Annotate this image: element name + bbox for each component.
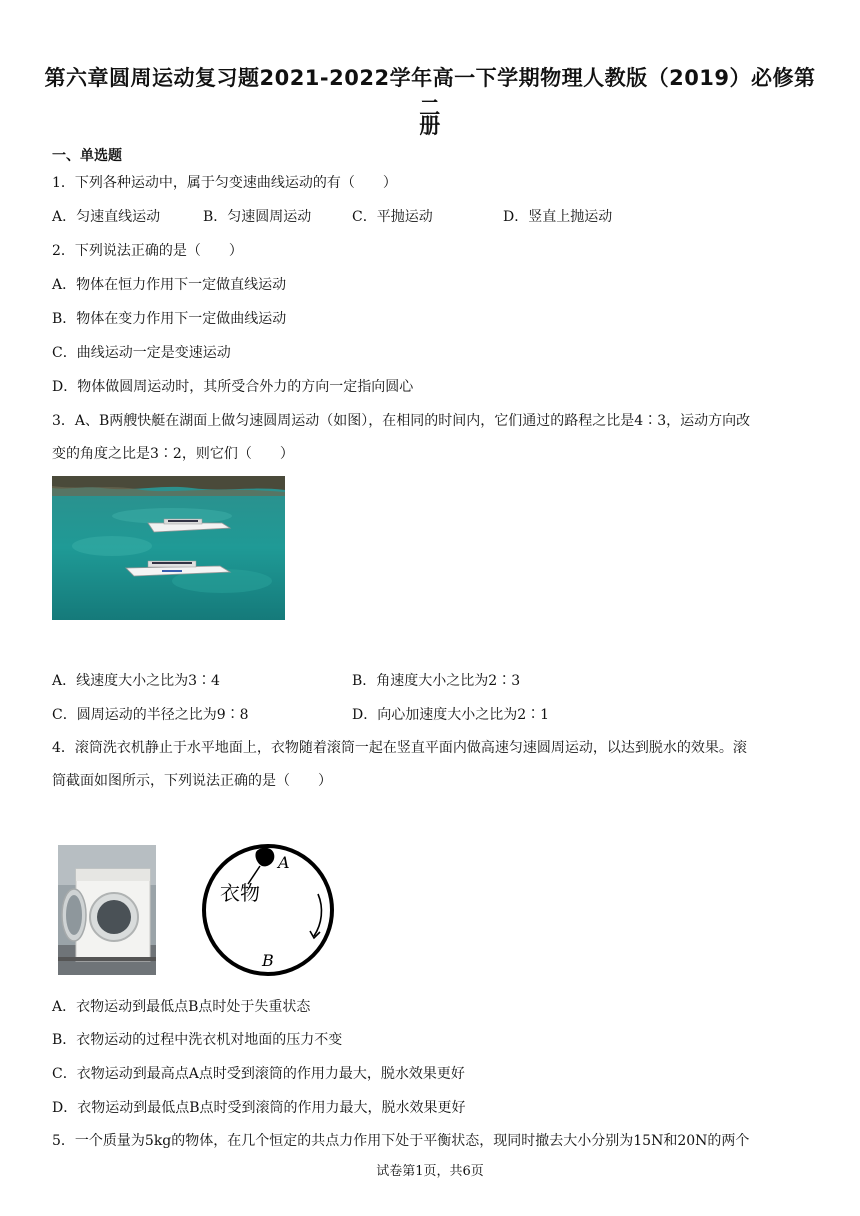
- drum-cross-section-diagram: [198, 838, 338, 978]
- q2-option-a: A．物体在恒力作用下一定做直线运动: [52, 277, 287, 293]
- exam-title-line2: 册: [419, 114, 441, 138]
- q1-option-c: C．平抛运动: [352, 209, 433, 225]
- q1-option-a: A．匀速直线运动: [52, 209, 161, 225]
- q2-option-d: D．物体做圆周运动时，其所受合外力的方向一定指向圆心: [52, 379, 414, 395]
- q4-option-b: B．衣物运动的过程中洗衣机对地面的压力不变: [52, 1032, 343, 1048]
- q3-stem-line1: 3．A、B两艘快艇在湖面上做匀速圆周运动（如图），在相同的时间内，它们通过的路程之比是4∶3，运动方向改: [52, 413, 751, 429]
- point-b-label: B: [262, 951, 274, 970]
- section-heading: 一、单选题: [52, 148, 122, 164]
- q3-option-a: A．线速度大小之比为3∶4: [52, 673, 220, 689]
- q3-stem-line2: 变的角度之比是3∶2，则它们（ ）: [52, 446, 294, 462]
- clothes-blob: [255, 848, 274, 867]
- q3-option-b: B．角速度大小之比为2∶3: [352, 673, 521, 689]
- q2-stem: 2．下列说法正确的是（ ）: [52, 243, 243, 259]
- q2-option-c: C．曲线运动一定是变速运动: [52, 345, 231, 361]
- exam-title-line1: 第六章圆周运动复习题2021-2022学年高一下学期物理人教版（2019）必修第二: [44, 66, 816, 120]
- q4-option-a: A．衣物运动到最低点B点时处于失重状态: [52, 999, 311, 1015]
- page-footer: 试卷第1页，共6页: [376, 1164, 484, 1179]
- q1-stem: 1．下列各种运动中，属于匀变速曲线运动的有（ ）: [52, 175, 397, 191]
- washing-machine-photo: [58, 845, 156, 975]
- speedboats-photo: [52, 476, 285, 620]
- q1-option-d: D．竖直上抛运动: [503, 209, 613, 225]
- clothes-label: 衣物: [220, 881, 260, 905]
- q4-stem-line1: 4．滚筒洗衣机静止于水平地面上，衣物随着滚筒一起在竖直平面内做高速匀速圆周运动，以达到脱水的效果。滚: [52, 740, 747, 756]
- q4-option-d: D．衣物运动到最低点B点时受到滚筒的作用力最大，脱水效果更好: [52, 1100, 466, 1116]
- rotation-arc: [314, 894, 321, 936]
- q5-stem-line1: 5．一个质量为5kg的物体，在几个恒定的共点力作用下处于平衡状态，现同时撤去大小分别为15N和20N的两个: [52, 1133, 750, 1149]
- q2-option-b: B．物体在变力作用下一定做曲线运动: [52, 311, 287, 327]
- point-a-label: A: [278, 853, 290, 872]
- q1-option-b: B．匀速圆周运动: [203, 209, 312, 225]
- q4-option-c: C．衣物运动到最高点A点时受到滚筒的作用力最大，脱水效果更好: [52, 1066, 465, 1082]
- q3-option-d: D．向心加速度大小之比为2∶1: [352, 707, 550, 723]
- q3-option-c: C．圆周运动的半径之比为9∶8: [52, 707, 249, 723]
- q4-stem-line2: 筒截面如图所示，下列说法正确的是（ ）: [52, 773, 332, 789]
